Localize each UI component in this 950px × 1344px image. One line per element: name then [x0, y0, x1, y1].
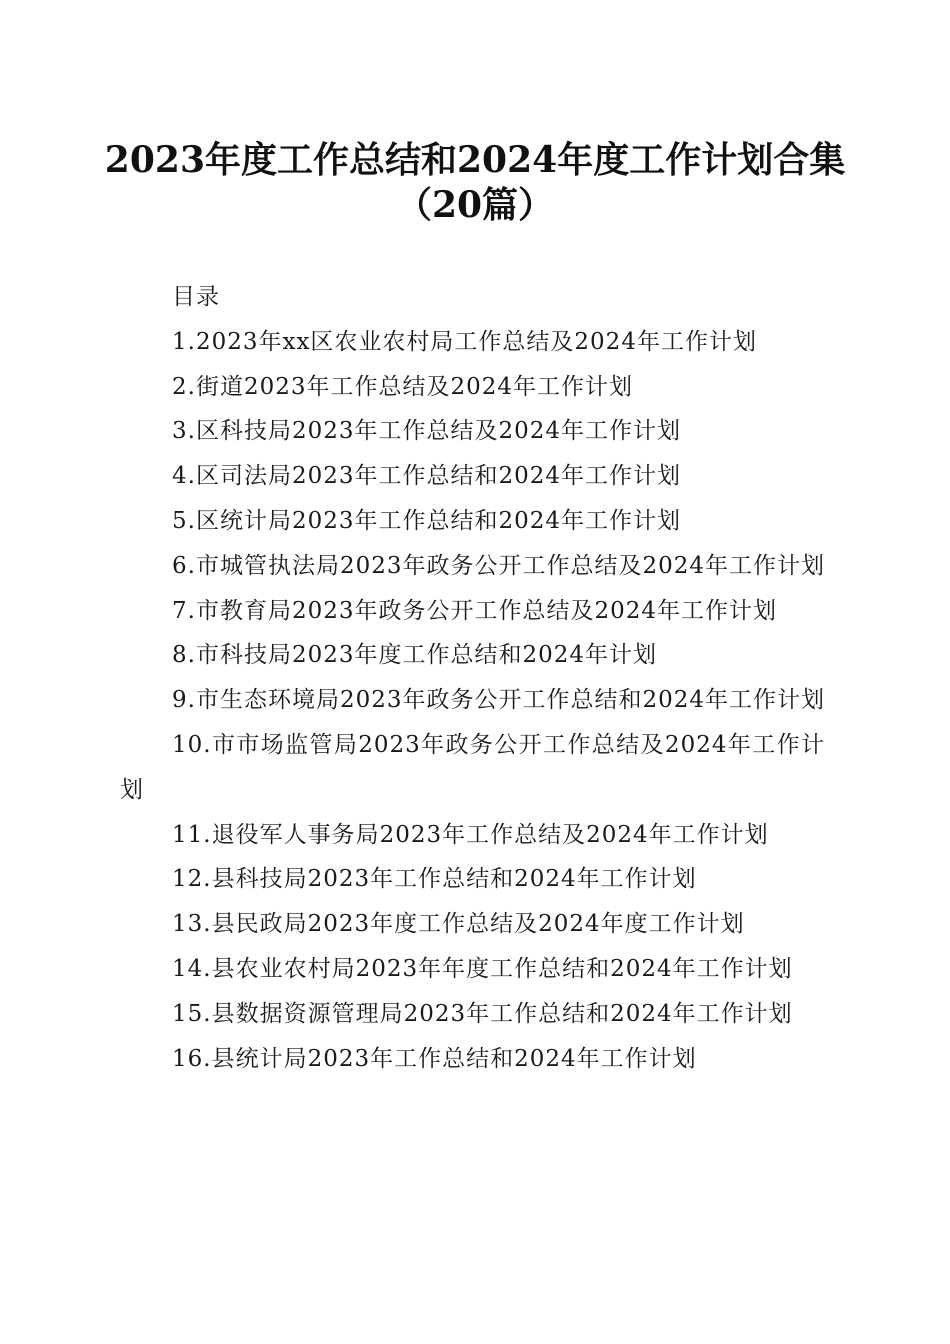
- document-subtitle: （20篇）: [395, 184, 555, 226]
- toc-item-12: 12.县科技局2023年工作总结和2024年工作计划: [172, 866, 697, 893]
- toc-item-13: 13.县民政局2023年度工作总结及2024年度工作计划: [172, 911, 745, 938]
- toc-item-3: 3.区科技局2023年工作总结及2024年工作计划: [172, 418, 682, 445]
- table-of-contents: [120, 275, 825, 1081]
- document-title: 2023年度工作总结和2024年度工作计划合集: [104, 139, 846, 181]
- toc-item-7: 7.市教育局2023年政务公开工作总结及2024年工作计划: [172, 597, 778, 624]
- toc-item-15: 15.县数据资源管理局2023年工作总结和2024年工作计划: [172, 1000, 793, 1027]
- toc-item-10: 10.市市场监管局2023年政务公开工作总结及2024年工作计划: [120, 731, 825, 803]
- toc-item-9: 9.市生态环境局2023年政务公开工作总结和2024年工作计划: [172, 687, 826, 714]
- toc-item-1: 1.2023年xx区农业农村局工作总结及2024年工作计划: [172, 328, 757, 355]
- toc-item-11: 11.退役军人事务局2023年工作总结及2024年工作计划: [172, 821, 769, 848]
- toc-item-14: 14.县农业农村局2023年年度工作总结和2024年工作计划: [172, 955, 793, 982]
- toc-item-6: 6.市城管执法局2023年政务公开工作总结及2024年工作计划: [172, 552, 826, 579]
- toc-item-2: 2.街道2023年工作总结及2024年工作计划: [172, 373, 634, 400]
- toc-item-16: 16.县统计局2023年工作总结和2024年工作计划: [172, 1045, 697, 1072]
- toc-heading: 目录: [172, 284, 220, 310]
- toc-item-4: 4.区司法局2023年工作总结和2024年工作计划: [172, 463, 682, 490]
- toc-item-8: 8.市科技局2023年度工作总结和2024年计划: [172, 642, 658, 669]
- toc-item-5: 5.区统计局2023年工作总结和2024年工作计划: [172, 507, 682, 534]
